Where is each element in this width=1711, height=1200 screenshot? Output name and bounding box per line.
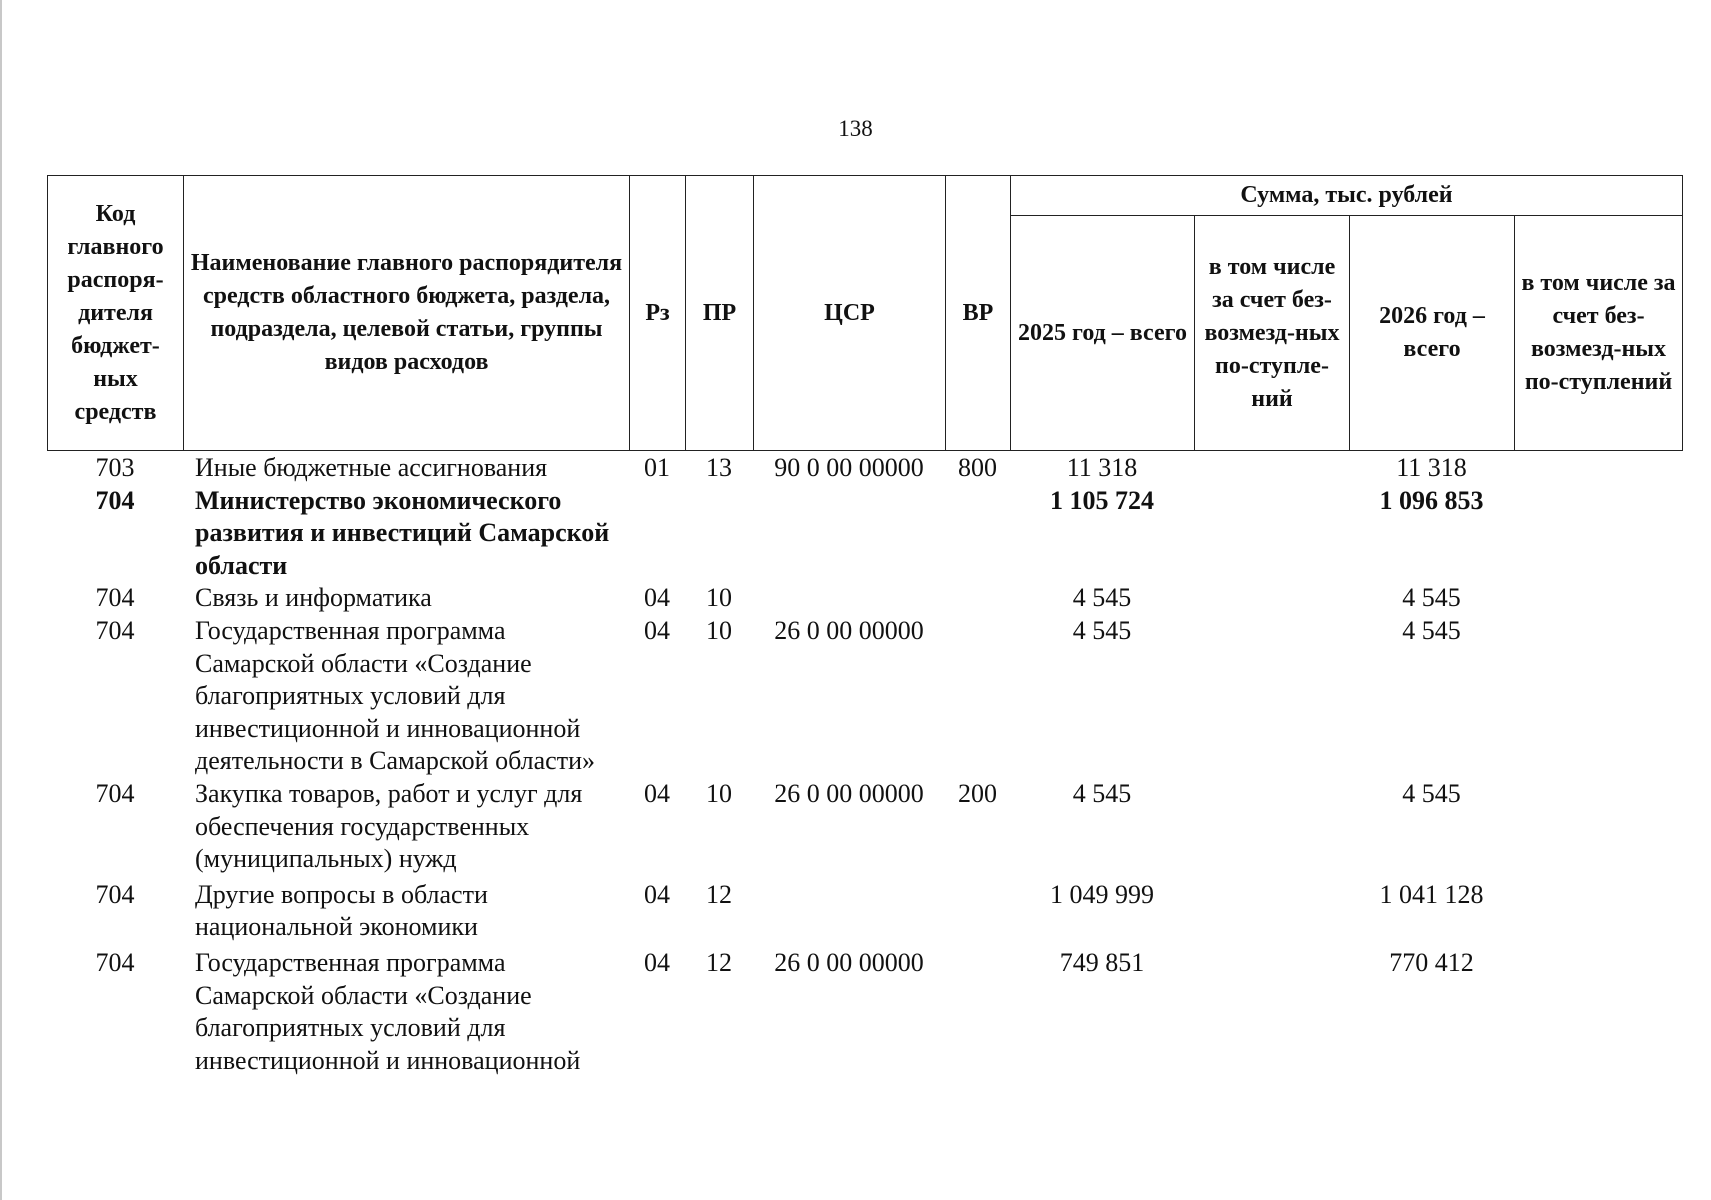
cell-csr (753, 485, 945, 583)
cell-csr: 26 0 00 00000 (774, 947, 924, 977)
cell-rz: 04 (644, 615, 670, 645)
cell-vr: 200 (958, 778, 997, 808)
cell-name: Иные бюджетные ассигнования (195, 453, 548, 482)
cell-2025-total: 4 545 (1072, 778, 1132, 808)
cell-csr: 26 0 00 00000 (774, 778, 924, 808)
cell-vr (945, 582, 1010, 615)
cell-name: Государственная программа Самарской области «Создание благоприятных условий для инвестиционной и инновационной (195, 947, 581, 1075)
cell-2026-free (1514, 452, 1682, 485)
header-code: Код главного распоря-дителя бюджет-ных средств (48, 176, 184, 451)
header-rz: Рз (630, 176, 686, 451)
cell-2026-total: 1 041 128 (1379, 879, 1484, 909)
table-header (47, 175, 1683, 451)
cell-pr: 10 (706, 583, 732, 613)
cell-2026-total: 4 545 (1402, 583, 1461, 613)
cell-csr (753, 879, 945, 947)
header-pr: ПР (686, 176, 754, 451)
cell-2025-total: 11 318 (1066, 453, 1138, 482)
table-row (47, 452, 1682, 485)
cell-2025-total: 749 851 (1059, 947, 1145, 977)
cell-2026-free (1514, 615, 1682, 778)
table-row (47, 485, 1682, 583)
cell-2025-free (1194, 947, 1349, 1077)
cell-pr: 10 (706, 778, 732, 808)
cell-vr (945, 947, 1010, 1077)
cell-pr (685, 485, 753, 583)
page-number: 138 (838, 116, 873, 141)
cell-2026-total: 4 545 (1402, 615, 1461, 645)
header-2026-free: в том числе за счет без-возмезд-ных по-ступлений (1515, 216, 1683, 451)
cell-2026-total: 4 545 (1402, 778, 1461, 808)
scan-left-edge (0, 0, 2, 1200)
cell-code: 704 (95, 615, 135, 645)
cell-name: Закупка товаров, работ и услуг для обеспечения государственных (муниципальных) нужд (195, 778, 583, 874)
cell-code: 704 (95, 583, 135, 613)
cell-name: Государственная программа Самарской области «Создание благоприятных условий для инвестиционной и инновационной деятельности в Самарской области» (195, 615, 595, 776)
cell-2025-free (1194, 778, 1349, 879)
cell-rz: 04 (644, 583, 670, 613)
cell-rz: 01 (644, 453, 670, 482)
cell-code: 703 (95, 453, 135, 482)
cell-name: Связь и информатика (195, 583, 432, 613)
table-row (47, 615, 1682, 778)
cell-rz: 04 (644, 879, 670, 909)
cell-rz: 04 (644, 778, 670, 808)
cell-2026-free (1514, 879, 1682, 947)
cell-code: 704 (95, 778, 135, 808)
cell-2026-free (1514, 778, 1682, 879)
cell-vr (945, 615, 1010, 778)
cell-vr (945, 879, 1010, 947)
cell-csr (753, 582, 945, 615)
table-row (47, 879, 1682, 947)
cell-2025-free (1194, 615, 1349, 778)
cell-code: 704 (95, 879, 135, 909)
header-sum-group: Сумма, тыс. рублей (1011, 176, 1683, 216)
cell-2026-free (1514, 582, 1682, 615)
cell-vr (945, 485, 1010, 583)
cell-code: 704 (95, 947, 135, 977)
cell-2025-total: 4 545 (1072, 583, 1132, 613)
cell-code: 704 (95, 485, 135, 515)
cell-2026-free (1514, 947, 1682, 1077)
cell-rz: 04 (644, 947, 670, 977)
cell-2025-free (1194, 582, 1349, 615)
table-row (47, 582, 1682, 615)
cell-2026-free (1514, 485, 1682, 583)
cell-2025-total: 1 049 999 (1050, 879, 1154, 909)
header-vr: ВР (946, 176, 1011, 451)
cell-2025-free (1194, 452, 1349, 485)
cell-pr: 12 (706, 947, 732, 977)
header-2026-total: 2026 год – всего (1350, 216, 1515, 451)
cell-2026-total: 770 412 (1389, 947, 1474, 977)
cell-pr: 13 (706, 453, 732, 482)
cell-2025-free (1194, 879, 1349, 947)
header-name: Наименование главного распорядителя средств областного бюджета, раздела, подраздела, целевой статьи, группы видов расходов (184, 176, 630, 451)
cell-name: Другие вопросы в области национальной экономики (195, 879, 488, 942)
header-2025-free: в том числе за счет без-возмезд-ных по-ступле-ний (1195, 216, 1350, 451)
cell-2026-total: 1 096 853 (1379, 485, 1484, 515)
cell-2025-free (1194, 485, 1349, 583)
cell-2026-total: 11 318 (1396, 453, 1467, 482)
cell-rz (629, 485, 685, 583)
cell-csr: 90 0 00 00000 (774, 453, 924, 482)
cell-name: Министерство экономического развития и инвестиций Самарской области (195, 485, 610, 580)
header-2025-total: 2025 год – всего (1011, 216, 1195, 451)
table-row (47, 778, 1682, 879)
cell-2025-total: 4 545 (1072, 615, 1132, 645)
header-csr: ЦСР (754, 176, 946, 451)
table-row (47, 947, 1682, 1077)
cell-2025-total: 1 105 724 (1050, 485, 1154, 515)
cell-pr: 10 (706, 615, 732, 645)
cell-pr: 12 (706, 879, 732, 909)
cell-csr: 26 0 00 00000 (774, 615, 924, 645)
cell-vr: 800 (958, 453, 997, 482)
budget-table (47, 452, 1682, 1077)
